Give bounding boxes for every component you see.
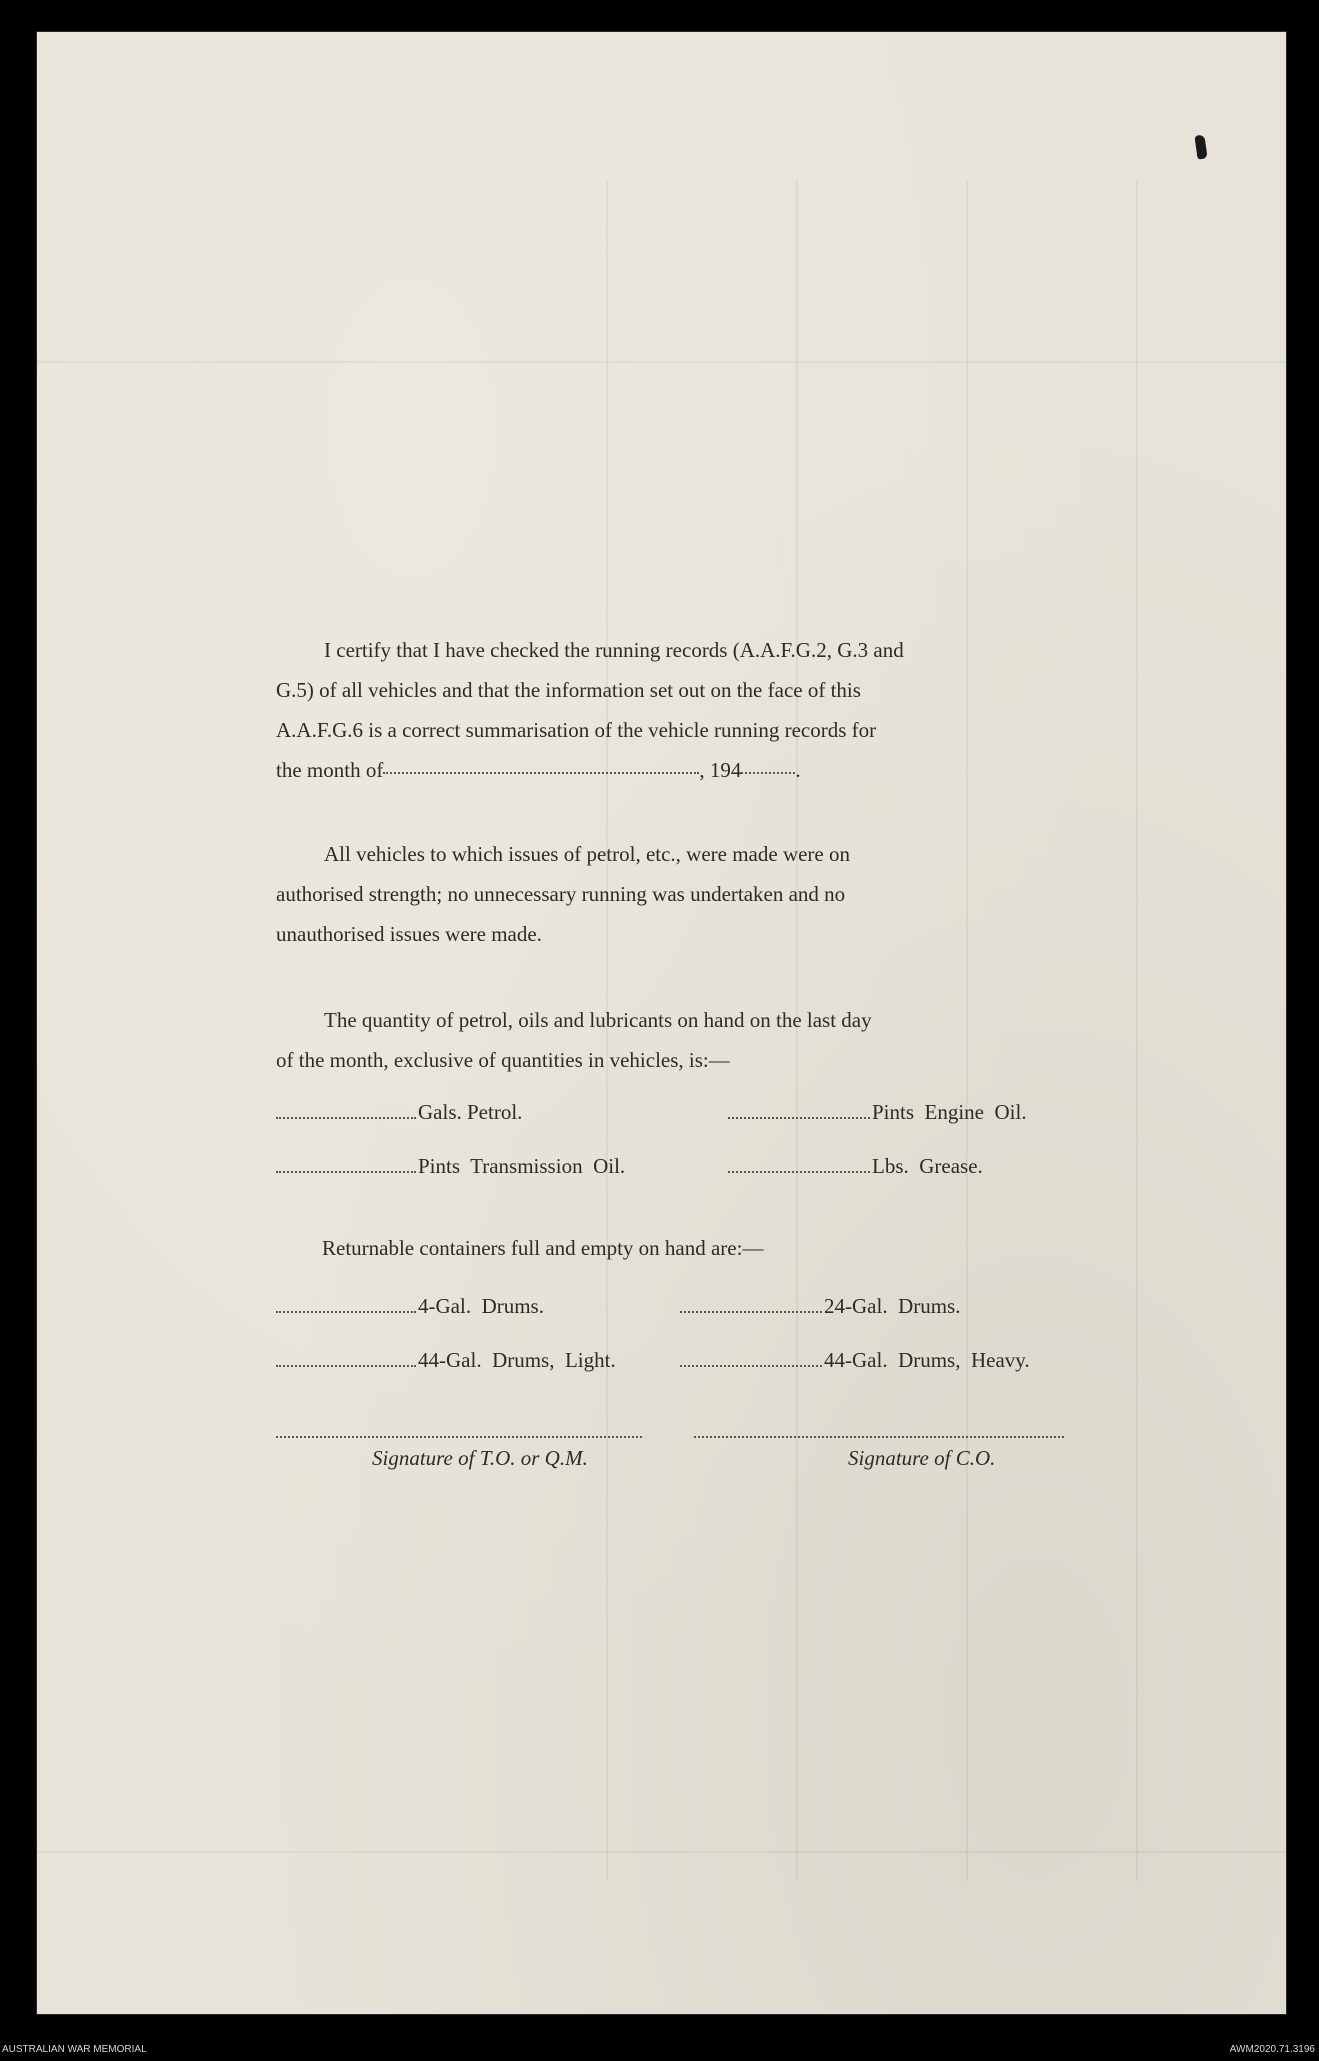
certification-line: authorised strength; no unnecessary running was undertaken and no xyxy=(276,882,846,906)
signature-line-to-qm[interactable] xyxy=(276,1436,642,1438)
containers-heading-text: Returnable containers full and empty on hand are:— xyxy=(322,1236,764,1260)
transmission-oil-field[interactable] xyxy=(276,1170,416,1173)
drums-4-label: 4-Gal. Drums. xyxy=(418,1294,544,1318)
footer-accession: AWM2020.71.3196 xyxy=(1229,2044,1315,2055)
show-through-rule xyxy=(1136,181,1138,1881)
certification-line: I certify that I have checked the running records (A.A.F.G.2, G.3 and xyxy=(324,638,904,662)
certification-line: of the month, exclusive of quantities in vehicles, is:— xyxy=(276,1048,730,1072)
period: . xyxy=(795,758,801,782)
signature-caption-to-qm: Signature of T.O. or Q.M. xyxy=(372,1446,588,1470)
certification-line: A.A.F.G.6 is a correct summarisation of the vehicle running records for xyxy=(276,718,877,742)
drums-44-heavy-label: 44-Gal. Drums, Heavy. xyxy=(824,1348,1030,1372)
drums-44-light-field[interactable] xyxy=(276,1364,416,1367)
ink-mark xyxy=(1194,134,1207,159)
drums-44-light-label: 44-Gal. Drums, Light. xyxy=(418,1348,616,1372)
certification-line: All vehicles to which issues of petrol, etc., were made were on xyxy=(324,842,850,866)
show-through-rule xyxy=(36,1851,1287,1853)
transmission-oil-label: Pints Transmission Oil. xyxy=(418,1154,626,1178)
grease-field[interactable] xyxy=(728,1170,870,1173)
drums-4-field[interactable] xyxy=(276,1310,416,1313)
drums-44-light-row xyxy=(276,1348,616,1373)
certification-paragraph-2 xyxy=(276,834,1068,954)
year-field[interactable] xyxy=(741,771,795,774)
month-label: the month of xyxy=(276,758,384,782)
drums-4-row xyxy=(276,1294,544,1319)
petrol-label: Gals. Petrol. xyxy=(418,1100,523,1124)
engine-oil-field[interactable] xyxy=(728,1116,870,1119)
year-label: , 194 xyxy=(699,758,742,782)
certification-paragraph-3 xyxy=(276,1000,1068,1080)
signature-caption-co: Signature of C.O. xyxy=(848,1446,996,1470)
engine-oil-row xyxy=(728,1100,1027,1125)
transmission-oil-row xyxy=(276,1154,625,1179)
engine-oil-label: Pints Engine Oil. xyxy=(872,1100,1027,1124)
drums-44-heavy-row xyxy=(680,1348,1030,1373)
certification-line: The quantity of petrol, oils and lubricants on hand on the last day xyxy=(324,1008,872,1032)
grease-label: Lbs. Grease. xyxy=(872,1154,983,1178)
containers-heading xyxy=(322,1236,763,1261)
petrol-field[interactable] xyxy=(276,1116,416,1119)
certification-line: unauthorised issues were made. xyxy=(276,922,542,946)
drums-24-field[interactable] xyxy=(680,1310,822,1313)
show-through-rule xyxy=(36,361,1287,363)
month-field[interactable] xyxy=(383,771,699,774)
petrol-row xyxy=(276,1100,522,1125)
drums-24-label: 24-Gal. Drums. xyxy=(824,1294,961,1318)
footer-source: AUSTRALIAN WAR MEMORIAL xyxy=(2,2044,147,2055)
grease-row xyxy=(728,1154,983,1179)
certification-paragraph-1 xyxy=(276,630,1068,790)
signature-line-co[interactable] xyxy=(694,1436,1064,1438)
drums-24-row xyxy=(680,1294,960,1319)
certification-line: G.5) of all vehicles and that the information set out on the face of this xyxy=(276,678,861,702)
drums-44-heavy-field[interactable] xyxy=(680,1364,822,1367)
